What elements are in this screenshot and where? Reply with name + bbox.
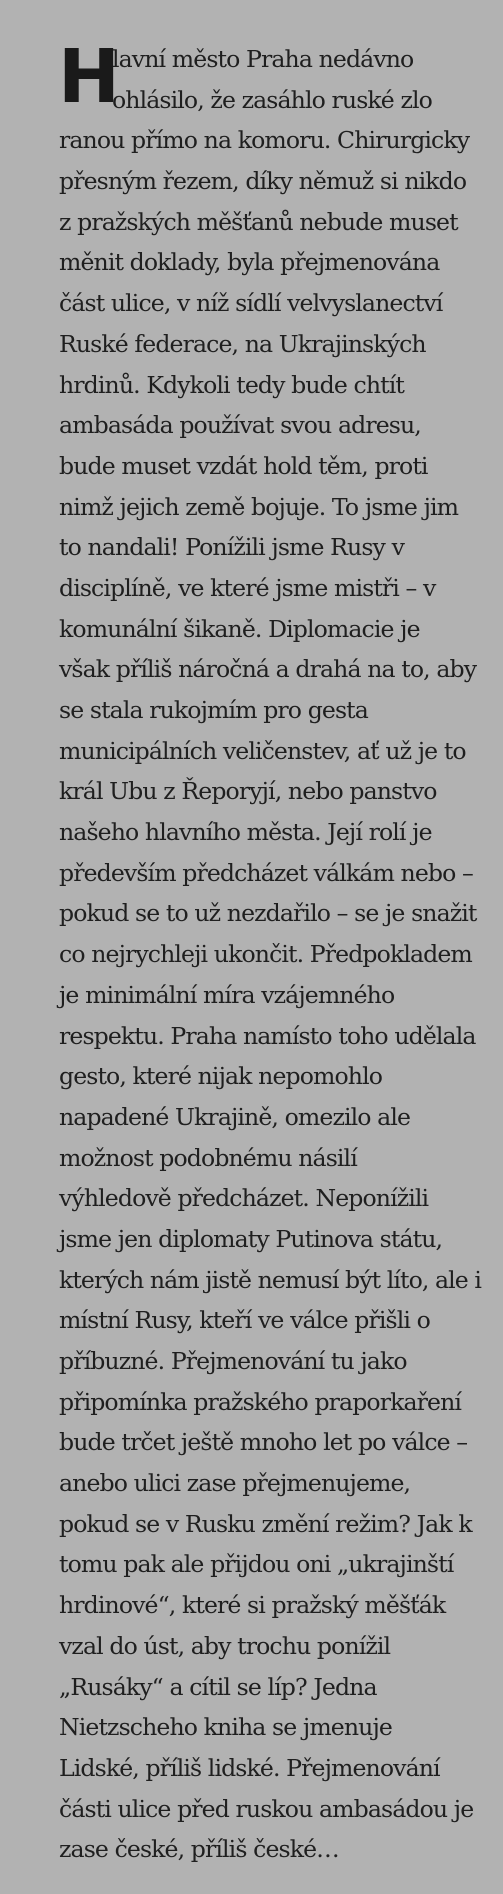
text-line: pokud se to už nezdařilo – se je snažit bbox=[59, 899, 477, 928]
article-body bbox=[58, 34, 481, 1870]
text-line: co nejrychleji ukončit. Předpokladem bbox=[59, 940, 472, 969]
text-line: připomínka pražského praporkaření bbox=[59, 1387, 462, 1416]
text-line: hrdinové“, které si pražský měšťák bbox=[59, 1591, 446, 1620]
text-line: části ulice před ruskou ambasádou je bbox=[59, 1794, 474, 1823]
text-line: bude trčet ještě mnoho let po válce – bbox=[59, 1428, 468, 1457]
paragraph bbox=[58, 34, 481, 1870]
text-line: ranou přímo na komoru. Chirurgicky bbox=[59, 126, 470, 155]
text-line: našeho hlavního města. Její rolí je bbox=[59, 818, 432, 847]
text-line: anebo ulici zase přejmenujeme, bbox=[59, 1469, 411, 1498]
text-line: tomu pak ale přijdou oni „ukrajinští bbox=[59, 1550, 454, 1579]
text-line: část ulice, v níž sídlí velvyslanectví bbox=[59, 289, 443, 318]
text-line: Nietzscheho kniha se jmenuje bbox=[59, 1713, 392, 1742]
text-line: lavní město Praha nedávno bbox=[112, 45, 414, 73]
text-line: napadené Ukrajině, omezilo ale bbox=[59, 1102, 411, 1131]
text-line: pokud se v Rusku změní režim? Jak k bbox=[59, 1509, 472, 1538]
text-line: Ruské federace, na Ukrajinských bbox=[59, 329, 426, 358]
text-line: však příliš náročná a drahá na to, aby bbox=[59, 655, 477, 684]
text-line: ohlásilo, že zasáhlo ruské zlo bbox=[112, 85, 432, 114]
text-line: bude muset vzdát hold těm, proti bbox=[59, 451, 428, 480]
drop-cap: H bbox=[58, 34, 120, 120]
text-line: ambasáda používat svou adresu, bbox=[59, 411, 421, 440]
text-line: kterých nám jistě nemusí být líto, ale i bbox=[59, 1265, 481, 1294]
text-line: zase české, příliš české… bbox=[59, 1835, 339, 1864]
text-line: se stala rukojmím pro gesta bbox=[59, 696, 368, 724]
text-line: výhledově předcházet. Neponížili bbox=[59, 1184, 429, 1213]
text-line: disciplíně, ve které jsme mistři – v bbox=[59, 573, 436, 602]
text-line: municipálních veličenstev, ať už je to bbox=[59, 736, 466, 765]
text-line: „Rusáky“ a cítil se líp? Jedna bbox=[59, 1672, 377, 1701]
text-line: to nandali! Ponížili jsme Rusy v bbox=[59, 533, 405, 562]
text-line: především předcházet válkám nebo – bbox=[59, 858, 473, 887]
text-line: Lidské, příliš lidské. Přejmenování bbox=[59, 1753, 440, 1782]
text-line: z pražských měšťanů nebude muset bbox=[59, 207, 458, 236]
text-line: vzal do úst, aby trochu ponížil bbox=[59, 1631, 391, 1660]
text-line: hrdinů. Kdykoli tedy bude chtít bbox=[59, 370, 404, 399]
text-line: nimž jejich země bojuje. To jsme jim bbox=[59, 492, 459, 521]
text-line: možnost podobnému násilí bbox=[59, 1143, 357, 1172]
text-line: je minimální míra vzájemného bbox=[59, 980, 395, 1009]
text-line: jsme jen diplomaty Putinova státu, bbox=[59, 1224, 443, 1253]
text-line: příbuzné. Přejmenování tu jako bbox=[59, 1347, 407, 1375]
text-line: komunální šikaně. Diplomacie je bbox=[59, 614, 420, 643]
text-line: respektu. Praha namísto toho udělala bbox=[59, 1021, 476, 1050]
text-line: gesto, které nijak nepomohlo bbox=[59, 1062, 383, 1091]
text-line: přesným řezem, díky němuž si nikdo bbox=[59, 167, 467, 196]
text-line: místní Rusy, kteří ve válce přišli o bbox=[59, 1306, 430, 1335]
text-line: král Ubu z Řeporyjí, nebo panstvo bbox=[59, 777, 437, 806]
text-line: měnit doklady, byla přejmenována bbox=[59, 248, 440, 277]
